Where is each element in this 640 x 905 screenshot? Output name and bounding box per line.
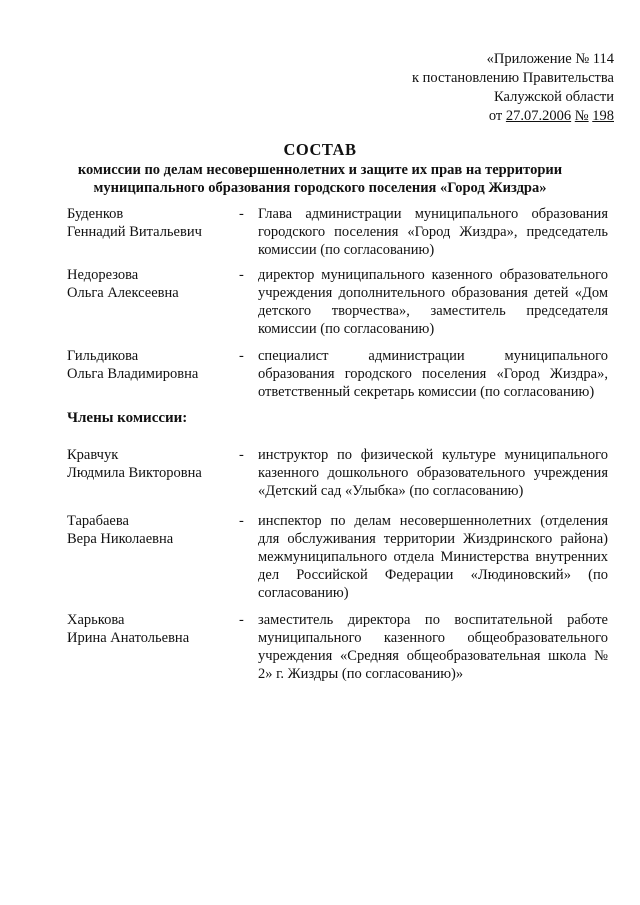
member-name: [67, 205, 237, 241]
member-role: инспектор по делам несовершеннолетних (отделения для обслуживания территории Жиздринского района) межмуниципального отдела Министерства внутренних дел Российской Федерации «Людиновский» (по согласованию): [258, 513, 608, 601]
member-surname: Недорезова: [67, 267, 139, 283]
appendix-decree-ref: к постановлению Правительства: [412, 70, 614, 86]
member-surname: Кравчук: [67, 447, 119, 463]
date-prefix: от: [488, 108, 503, 124]
appendix-header: [412, 50, 614, 126]
member-given-name: Вера Николаевна: [67, 531, 174, 547]
title-main: СОСТАВ: [283, 140, 357, 159]
member-name: [67, 347, 237, 383]
document-title: [0, 139, 640, 197]
member-dash: -: [239, 447, 244, 463]
member-surname: Буденков: [67, 206, 124, 222]
member-given-name: Людмила Викторовна: [67, 465, 202, 481]
decree-number: 198: [592, 108, 614, 124]
member-name: [67, 611, 237, 647]
title-line-2: муниципального образования городского поселения «Город Жиздра»: [93, 180, 547, 196]
member-role: специалист администрации муниципального образования городского поселения «Город Жиздра», ответственный секретарь комиссии (по согласованию): [258, 348, 608, 400]
title-line-1: комиссии по делам несовершеннолетних и защите их прав на территории: [77, 162, 563, 178]
member-role: Глава администрации муниципального образования городского поселения «Город Жиздра», председатель комиссии (по согласованию): [258, 206, 608, 258]
appendix-number: «Приложение № 114: [486, 51, 614, 67]
member-name: [67, 446, 237, 482]
member-surname: Тарабаева: [67, 513, 129, 529]
member-name: [67, 512, 237, 548]
member-given-name: Ольга Алексеевна: [67, 285, 179, 301]
member-dash: -: [239, 267, 244, 283]
member-dash: -: [239, 206, 244, 222]
member-given-name: Ольга Владимировна: [67, 366, 199, 382]
member-role: директор муниципального казенного образовательного учреждения дополнительного образования детей «Дом детского творчества», заместитель председателя комиссии (по согласованию): [258, 267, 608, 337]
member-role: инструктор по физической культуре муниципального казенного дошкольного образовательного учреждения «Детский сад «Улыбка» (по согласованию): [258, 447, 608, 499]
member-dash: -: [239, 612, 244, 628]
appendix-date-line: [412, 107, 614, 126]
member-surname: Гильдикова: [67, 348, 139, 364]
decree-date: 27.07.2006: [505, 108, 572, 124]
members-section-title: Члены комиссии:: [67, 410, 188, 426]
member-role: заместитель директора по воспитательной работе муниципального казенного общеобразовательного учреждения «Средняя общеобразовательная школа № 2» г. Жиздры (по согласованию)»: [258, 612, 608, 682]
member-dash: -: [239, 513, 244, 529]
member-surname: Харькова: [67, 612, 125, 628]
appendix-region: Калужской области: [494, 89, 614, 105]
member-name: [67, 266, 237, 302]
number-sign: №: [574, 108, 589, 124]
member-given-name: Геннадий Витальевич: [67, 224, 202, 240]
member-given-name: Ирина Анатольевна: [67, 630, 190, 646]
member-dash: -: [239, 348, 244, 364]
